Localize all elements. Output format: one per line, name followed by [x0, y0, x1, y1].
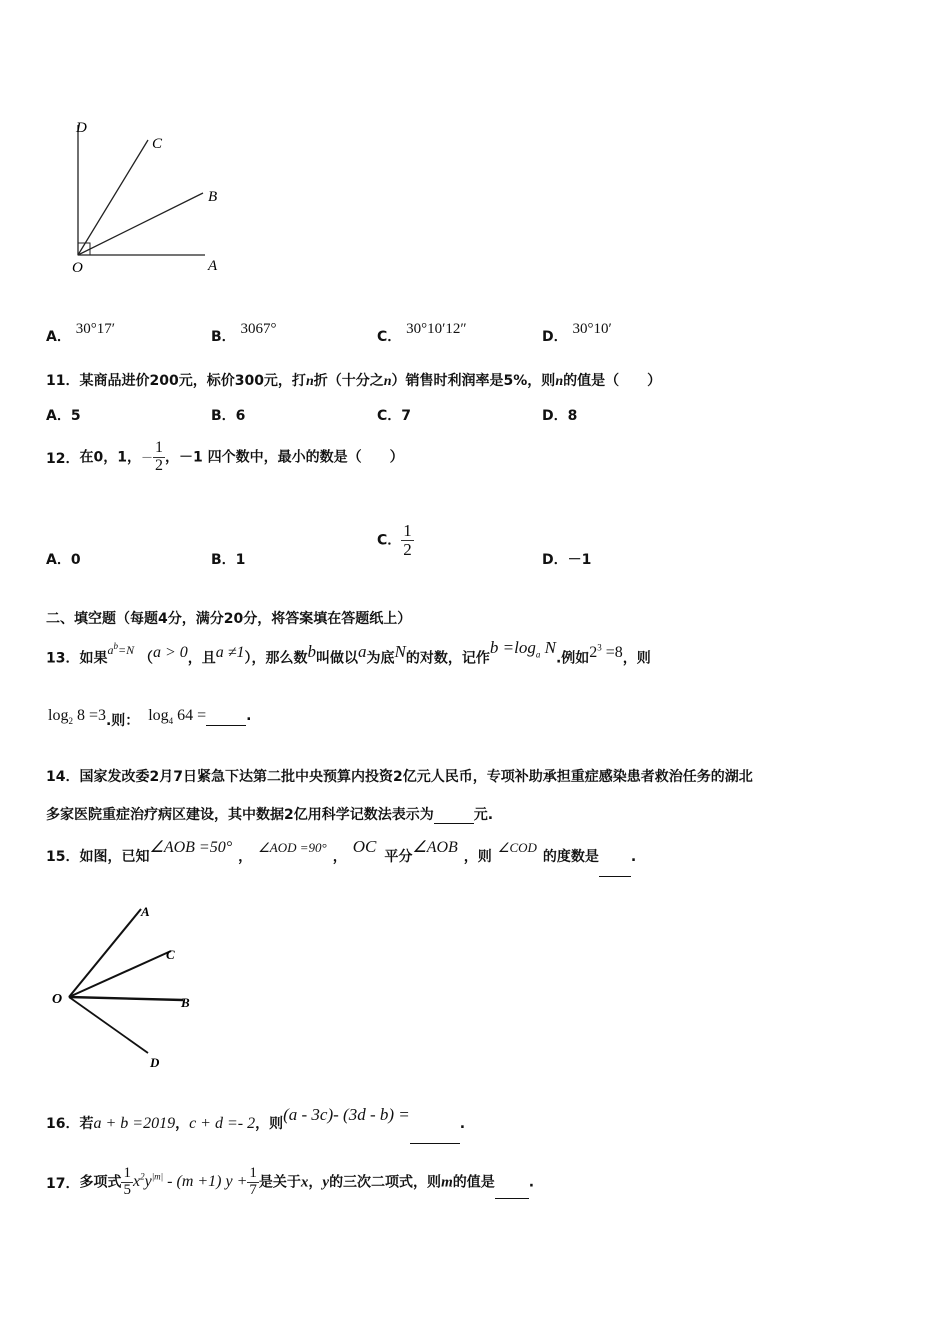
question-text: 如图，已知: [79, 849, 150, 865]
var-n: n: [383, 374, 392, 389]
question-text: 在0，1，: [79, 449, 141, 466]
math-var: x: [132, 1173, 141, 1191]
punctuation: .: [459, 1116, 466, 1132]
q10-option-b[interactable]: [211, 318, 277, 345]
math-sup: 3: [597, 643, 602, 653]
question-number: 16．: [46, 1116, 80, 1132]
q12-option-b[interactable]: [211, 549, 245, 569]
q11-option-b[interactable]: [211, 405, 245, 425]
q11-option-c[interactable]: [377, 405, 411, 425]
question-text: 为底: [366, 650, 395, 667]
fraction: [401, 522, 414, 559]
math-a: a: [107, 643, 114, 658]
math-sup: b: [113, 641, 118, 652]
neg-sign: －: [140, 450, 153, 465]
frac-denominator: 2: [403, 539, 412, 559]
var-n: n: [555, 374, 564, 389]
math-cond: ∠AOB =50°: [149, 839, 233, 856]
question-12: [46, 440, 404, 475]
question-text: 如果: [79, 650, 108, 667]
question-text: 叫做以: [316, 650, 359, 667]
frac-denominator: 2: [154, 456, 163, 474]
option-letter: C．: [377, 329, 402, 345]
q12-option-d[interactable]: [542, 549, 591, 569]
option-value: 30°10′: [572, 321, 612, 337]
question-text: .则：: [105, 713, 140, 729]
option-value: －1: [567, 552, 592, 568]
option-letter: A．: [46, 329, 71, 345]
option-value: 7: [401, 408, 412, 424]
fig2-label-b: B: [181, 995, 190, 1010]
math-cond: OC: [352, 837, 377, 856]
question-number: 14．: [46, 769, 80, 785]
fig1-label-o: O: [72, 260, 83, 276]
question-text: 某商品进价200元，标价300元，打: [79, 373, 306, 389]
question-number: 11．: [46, 373, 80, 389]
q10-option-d[interactable]: [542, 318, 612, 345]
math-log: log: [48, 707, 69, 724]
math-rhs: =N: [117, 643, 135, 658]
math-var: y: [144, 1173, 152, 1191]
option-letter: C．: [377, 408, 402, 424]
question-13: [46, 633, 651, 684]
frac-numerator: 1: [403, 521, 412, 540]
question-text: 国家发改委2月7日紧急下达第二批中央预算内投资2亿元人民币，专项补助承担重症感染患者救治任务的湖北: [79, 769, 753, 785]
math-sub: a: [535, 649, 541, 660]
option-letter: C．: [377, 532, 402, 549]
question-text: ）销售时利润率是5%，则: [391, 373, 556, 389]
question-text: 的对数，记作: [405, 650, 490, 667]
answer-blank[interactable]: [434, 809, 474, 824]
answer-blank[interactable]: [206, 711, 246, 726]
question-text: 的值是（ ）: [563, 373, 662, 389]
option-letter: A．: [46, 552, 71, 568]
q11-option-a[interactable]: [46, 405, 81, 425]
question-text: 元.: [473, 807, 494, 823]
frac-denominator: 5: [123, 1181, 131, 1198]
math-rhs: 8 =3: [72, 707, 106, 724]
option-value: 30°17′: [75, 321, 115, 337]
question-17: [46, 1166, 534, 1199]
option-letter: B．: [211, 329, 236, 345]
q10-option-c[interactable]: [377, 318, 467, 345]
answer-blank[interactable]: [495, 1184, 529, 1199]
angle-figure-1: [60, 110, 240, 280]
question-text: （: [138, 650, 153, 667]
option-letter: D．: [542, 552, 568, 568]
math-log: log: [148, 707, 169, 724]
punctuation: .: [246, 708, 252, 724]
fraction: [121, 1166, 133, 1199]
question-text: ，则: [463, 849, 492, 865]
angle-figure-2: [44, 895, 214, 1080]
question-14: [46, 766, 753, 786]
question-number: 13．: [46, 650, 80, 667]
math-rhs: =8: [601, 644, 623, 662]
fig2-label-c: C: [166, 947, 175, 962]
question-text: 平分: [384, 849, 413, 865]
option-value: 1: [235, 552, 246, 568]
fraction: [247, 1166, 259, 1199]
math-var: y: [322, 1174, 330, 1191]
question-text: 多家医院重症治疗病区建设，其中数据2亿用科学记数法表示为: [46, 807, 434, 823]
question-text: ，则: [255, 1116, 284, 1132]
question-text: 折（十分之: [313, 373, 384, 389]
question-text: 的度数是: [542, 849, 599, 865]
math-rhs: N: [540, 638, 556, 658]
math-cond: a > 0: [152, 644, 188, 662]
option-value: 5: [70, 408, 81, 424]
option-letter: B．: [211, 552, 236, 568]
question-11: [46, 370, 661, 390]
answer-blank[interactable]: [599, 862, 631, 877]
fig1-label-a: A: [208, 258, 218, 274]
question-text: 的三次二项式，则: [329, 1174, 442, 1191]
fig1-label-d: D: [76, 120, 87, 136]
question-14-line-2: [46, 804, 493, 824]
math-cond: a ≠1: [215, 644, 245, 662]
punctuation: .: [630, 849, 637, 865]
option-value: 3067°: [240, 321, 277, 337]
math-cond: ∠AOD =90°: [258, 840, 327, 855]
math-sup: |m|: [151, 1171, 164, 1182]
option-value: 0: [70, 552, 81, 568]
question-text: 多项式: [79, 1174, 122, 1191]
fraction: [153, 440, 165, 475]
option-letter: B．: [211, 408, 236, 424]
math-cond: ∠COD: [497, 840, 537, 855]
math-sup: 2: [140, 1171, 145, 1182]
var-n: n: [305, 374, 314, 389]
math-sub: 4: [168, 716, 174, 727]
question-text: ，－1 四个数中，最小的数是（ ）: [164, 449, 404, 466]
frac-numerator: 1: [249, 1165, 257, 1181]
question-13-line-2: [48, 705, 252, 729]
option-letter: D．: [542, 329, 568, 345]
question-text: .例如: [555, 650, 590, 667]
math-eq: a + b =2019: [93, 1115, 176, 1132]
frac-denominator: 7: [249, 1181, 257, 1198]
math-rhs: 64 =: [173, 707, 207, 724]
math-expr: - (m +1) y +: [163, 1173, 248, 1191]
math-var: a: [358, 642, 367, 662]
question-text: 若: [79, 1116, 94, 1132]
math-eq: c + d =- 2: [189, 1115, 256, 1132]
answer-blank[interactable]: [410, 1129, 460, 1144]
math-log: b =log: [489, 638, 536, 658]
question-text: ，且: [187, 650, 216, 667]
question-text: 是关于: [258, 1174, 301, 1191]
question-number: 17．: [46, 1176, 80, 1193]
question-15: 15．如图，已知∠AOB =50°，∠AOD =90°，OC平分∠AOB，则∠COD的度数是 .: [46, 836, 636, 877]
question-16: [46, 1103, 465, 1144]
fig1-label-b: B: [208, 189, 218, 205]
q10-option-a[interactable]: [46, 318, 115, 345]
fig1-label-c: C: [152, 136, 163, 152]
option-value: 6: [235, 408, 246, 424]
question-number: 15．: [46, 849, 80, 865]
punctuation: ，: [175, 1116, 190, 1132]
math-var: N: [394, 642, 406, 662]
fig2-label-d: D: [150, 1055, 160, 1070]
math-sub: 2: [68, 716, 73, 727]
q12-option-a[interactable]: [46, 549, 81, 569]
fig2-label-a: A: [141, 904, 150, 919]
frac-numerator: 1: [154, 439, 163, 456]
question-text: ，则: [622, 650, 651, 667]
math-base: 2: [589, 644, 598, 662]
question-text: 的值是: [452, 1174, 495, 1191]
option-letter: A．: [46, 408, 71, 424]
q11-option-d[interactable]: [542, 405, 577, 425]
frac-numerator: 1: [123, 1165, 131, 1181]
math-expr: (a - 3c)- (3d - b) =: [283, 1105, 410, 1124]
q12-option-c[interactable]: [377, 522, 414, 559]
fig2-label-o: O: [52, 992, 63, 1007]
option-letter: D．: [542, 408, 568, 424]
punctuation: ，: [308, 1174, 323, 1191]
option-value: 8: [567, 408, 578, 424]
math-var: x: [300, 1174, 309, 1191]
math-var: b: [307, 642, 317, 662]
math-var: m: [441, 1174, 453, 1191]
section-title: 二、填空题（每题4分，满分20分，将答案填在答题纸上）: [46, 611, 412, 627]
question-text: ），那么数: [244, 650, 308, 667]
option-value: 30°10′12″: [406, 321, 467, 337]
question-number: 12．: [46, 451, 80, 468]
math-cond: ∠AOB: [412, 839, 458, 856]
punctuation: .: [528, 1174, 535, 1191]
